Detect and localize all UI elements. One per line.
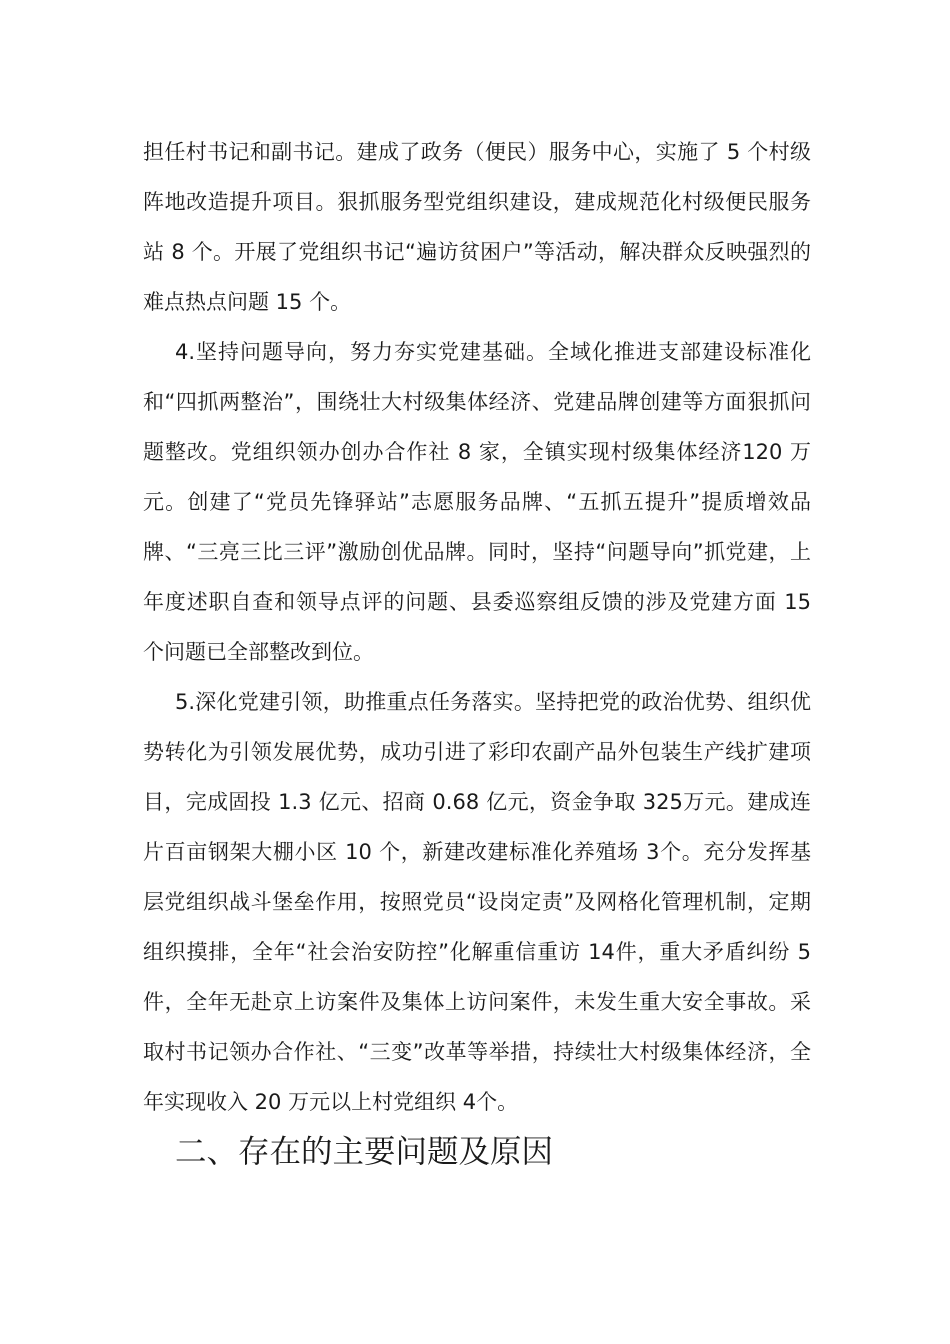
section-heading: 二、存在的主要问题及原因: [175, 1134, 554, 1170]
document-body: [143, 127, 811, 1177]
paragraph-continuation: 担任村书记和副书记。建成了政务（便民）服务中心，实施了 5 个村级阵地改造提升项目。狠抓服务型党组织建设，建成规范化村级便民服务站 8 个。开展了党组织书记“遍访贫困户”等活动，解决群众反映强烈的难点热点问题 15 个。: [143, 140, 811, 314]
paragraph-item-4: 4.坚持问题导向，努力夯实党建基础。全域化推进支部建设标准化和“四抓两整治”，围绕壮大村级集体经济、党建品牌创建等方面狠抓问题整改。党组织领办创办合作社 8 家，全镇实现村级集体经济120 万元。创建了“党员先锋驿站”志愿服务品牌、“五抓五提升”提质增效品牌、“三亮三比三评”激励创优品牌。同时，坚持“问题导向”抓党建，上年度述职自查和领导点评的问题、县委巡察组反馈的涉及党建方面 15 个问题已全部整改到位。: [143, 340, 811, 664]
paragraph-item-5: 5.深化党建引领，助推重点任务落实。坚持把党的政治优势、组织优势转化为引领发展优势，成功引进了彩印农副产品外包装生产线扩建项目，完成固投 1.3 亿元、招商 0.68 亿元，资金争取 325万元。建成连片百亩钢架大棚小区 10 个，新建改建标准化养殖场 3个。充分发挥基层党组织战斗堡垒作用，按照党员“设岗定责”及网格化管理机制，定期组织摸排，全年“社会治安防控”化解重信重访 14件，重大矛盾纠纷 5 件，全年无赴京上访案件及集体上访问案件，未发生重大安全事故。采取村书记领办合作社、“三变”改革等举措，持续壮大村级集体经济，全年实现收入 20 万元以上村党组织 4个。: [143, 690, 811, 1114]
